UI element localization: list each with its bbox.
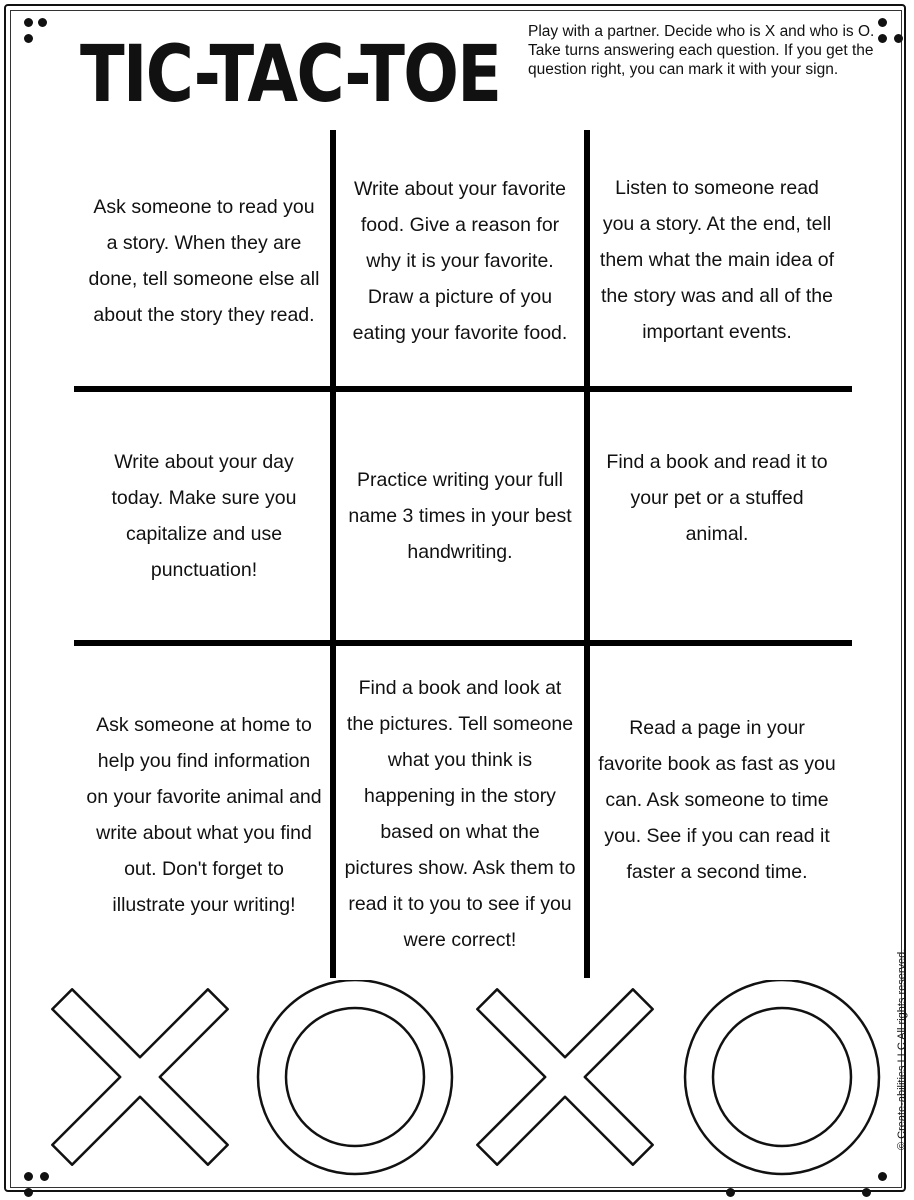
corner-dot: [24, 18, 33, 27]
board-cell[interactable]: [338, 140, 582, 382]
xoxo-decoration: [0, 980, 914, 1200]
cell-text: Write about your day today. Make sure you capitalize and use punctuation!: [111, 451, 297, 581]
board-cell[interactable]: [592, 650, 842, 950]
grid-line-vertical: [330, 130, 336, 978]
copyright-notice: © Create-abilities LLC All rights reserved.: [896, 948, 908, 1150]
cell-text: Ask someone to read you a story. When they are done, tell someone else all about the story they read.: [88, 196, 320, 326]
board-cell[interactable]: [338, 650, 582, 978]
board-cell[interactable]: [338, 398, 582, 634]
cell-text: Listen to someone read you a story. At the end, tell them what the main idea of the story was and all of the important events.: [599, 177, 835, 343]
tic-tac-toe-board: [74, 130, 852, 978]
grid-line-horizontal: [74, 640, 852, 646]
x-mark-icon: [0, 980, 296, 1200]
cell-text: Write about your favorite food. Give a reason for why it is your favorite. Draw a picture of you eating your favorite food.: [352, 178, 568, 344]
grid-line-horizontal: [74, 386, 852, 392]
page-title: TIC-TAC-TOE: [80, 30, 501, 120]
cell-text: Read a page in your favorite book as fast as you can. Ask someone to time you. See if you can read it faster a second time.: [598, 717, 836, 883]
board-cell[interactable]: [592, 136, 842, 384]
corner-dot: [38, 18, 47, 27]
cell-text: Find a book and read it to your pet or a stuffed animal.: [606, 451, 828, 545]
cell-text: Practice writing your full name 3 times in your best handwriting.: [348, 469, 572, 563]
o-mark-icon: [258, 980, 452, 1174]
board-cell[interactable]: [592, 398, 842, 598]
cell-text: Find a book and look at the pictures. Tell someone what you think is happening in the story based on what the pictures show. Ask them to read it to you to see if you were correct!: [344, 677, 576, 951]
o-mark-icon: [685, 980, 879, 1174]
grid-line-vertical: [584, 130, 590, 978]
board-cell[interactable]: [80, 398, 328, 634]
x-mark-icon: [409, 980, 720, 1200]
instructions-text: Play with a partner. Decide who is X and who is O. Take turns answering each question. If you get the question right, you can mark it with your sign.: [528, 23, 875, 78]
board-cell[interactable]: [80, 656, 328, 974]
corner-dot: [24, 34, 33, 43]
board-cell[interactable]: [80, 140, 328, 382]
cell-text: Ask someone at home to help you find information on your favorite animal and write about what you find out. Don't forget to illustrate your writing!: [86, 714, 322, 916]
